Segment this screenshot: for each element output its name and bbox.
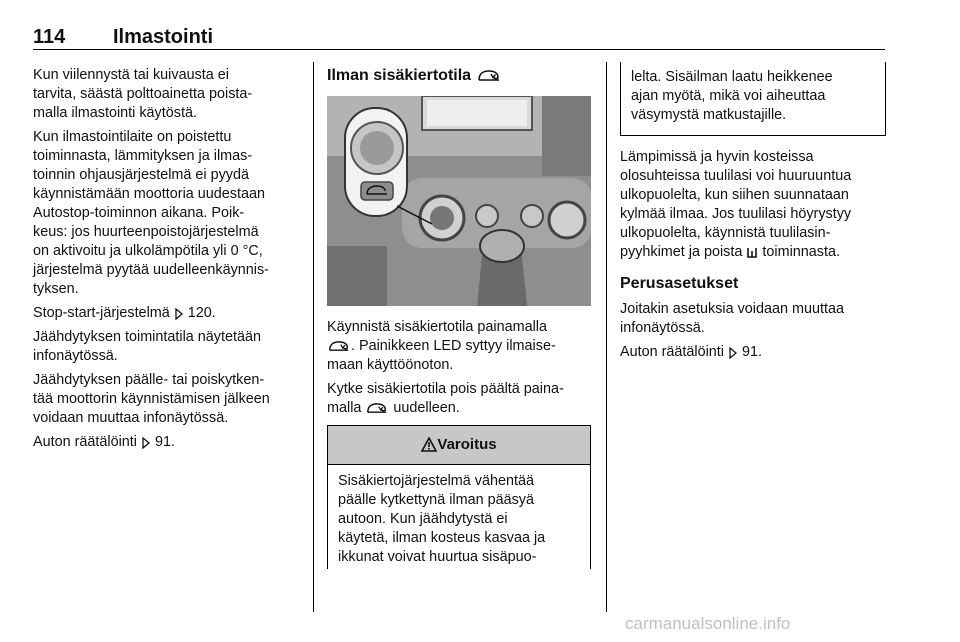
- page-number: 114: [33, 26, 66, 48]
- paragraph: Lämpimissä ja hyvin kosteissa olosuhteissa tuulilasi voi huuruuntua ulkopuolelta, kun siihen suunnataan kylmää ilmaa. Jos tuulilasi höyrystyy ulkopuolelta, käynnistä tuulilasin- pyyhkimet ja poista toiminnasta.: [620, 149, 852, 260]
- column-middle: [327, 66, 591, 86]
- warning-header: Varoitus: [328, 426, 590, 465]
- section-heading: Ilman sisäkiertotila: [327, 66, 591, 86]
- cross-reference[interactable]: Stop-start-järjestelmä 120.: [33, 305, 216, 321]
- watermark: carmanualsonline.info: [625, 614, 791, 633]
- recirculation-icon: [365, 402, 389, 415]
- column-divider-1: [313, 62, 314, 612]
- section-heading: Perusasetukset: [620, 275, 739, 292]
- recirculation-icon: [476, 69, 502, 83]
- warning-text: Sisäkiertojärjestelmä vähentää päälle kytkettynä ilman pääsyä autoon. Kun jäähdytystä ei käytetä, ilman kosteus kasvaa ja ikkunat voivat huurtua sisäpuo-: [338, 473, 546, 565]
- paragraph: Joitakin asetuksia voidaan muuttaa infonäytössä.: [620, 301, 844, 336]
- recirculation-button-photo: [327, 96, 591, 306]
- cross-reference[interactable]: Auton räätälöinti 91.: [620, 344, 763, 360]
- page-reference-icon: [141, 437, 151, 449]
- paragraph: Kun ilmastointilaite on poistettu toiminnasta, lämmityksen ja ilmas- toinnin ohjausjärjestelmä ei pyydä käynnistämään moottoria uudestaan Autostop-toiminnon aikana. Poik- keus: jos huurteenpoistojärjestelmä on aktivoitu ja ulkolämpötila yli 0 °C, järjestelmä pyytää uudelleenkäynnis- tyksen.: [33, 129, 269, 297]
- column-divider-2: [606, 62, 607, 612]
- header-rule: [33, 49, 885, 50]
- column-middle-text: [327, 318, 591, 423]
- page-reference-icon: [174, 308, 184, 320]
- paragraph: Kun viilennystä tai kuivausta ei tarvita, säästä polttoainetta poista- malla ilmastointi käytöstä.: [33, 67, 253, 121]
- page-reference-icon: [728, 347, 738, 359]
- warning-box-continued: lelta. Sisäilman laatu heikkenee ajan myötä, mikä voi aiheuttaa väsymystä matkustajille.: [620, 62, 886, 136]
- paragraph: Kytke sisäkiertotila pois päältä paina- malla uudelleen.: [327, 381, 564, 416]
- recirculation-icon: [327, 340, 351, 353]
- paragraph: Jäähdytyksen toimintatila näytetään infonäytössä.: [33, 329, 261, 364]
- wiper-icon: [746, 246, 758, 259]
- column-left: [33, 66, 305, 457]
- section-title: Ilmastointi: [113, 26, 214, 48]
- column-right: [620, 148, 886, 367]
- cross-reference[interactable]: Auton räätälöinti 91.: [33, 434, 176, 450]
- paragraph: Käynnistä sisäkiertotila painamalla . Painikkeen LED syttyy ilmaise- maan käyttöönoton.: [327, 319, 556, 373]
- warning-box: [327, 425, 591, 569]
- warning-triangle-icon: [421, 437, 437, 452]
- paragraph: Jäähdytyksen päälle- tai poiskytken- tää moottorin käynnistämisen jälkeen voidaan muuttaa infonäytössä.: [33, 372, 270, 426]
